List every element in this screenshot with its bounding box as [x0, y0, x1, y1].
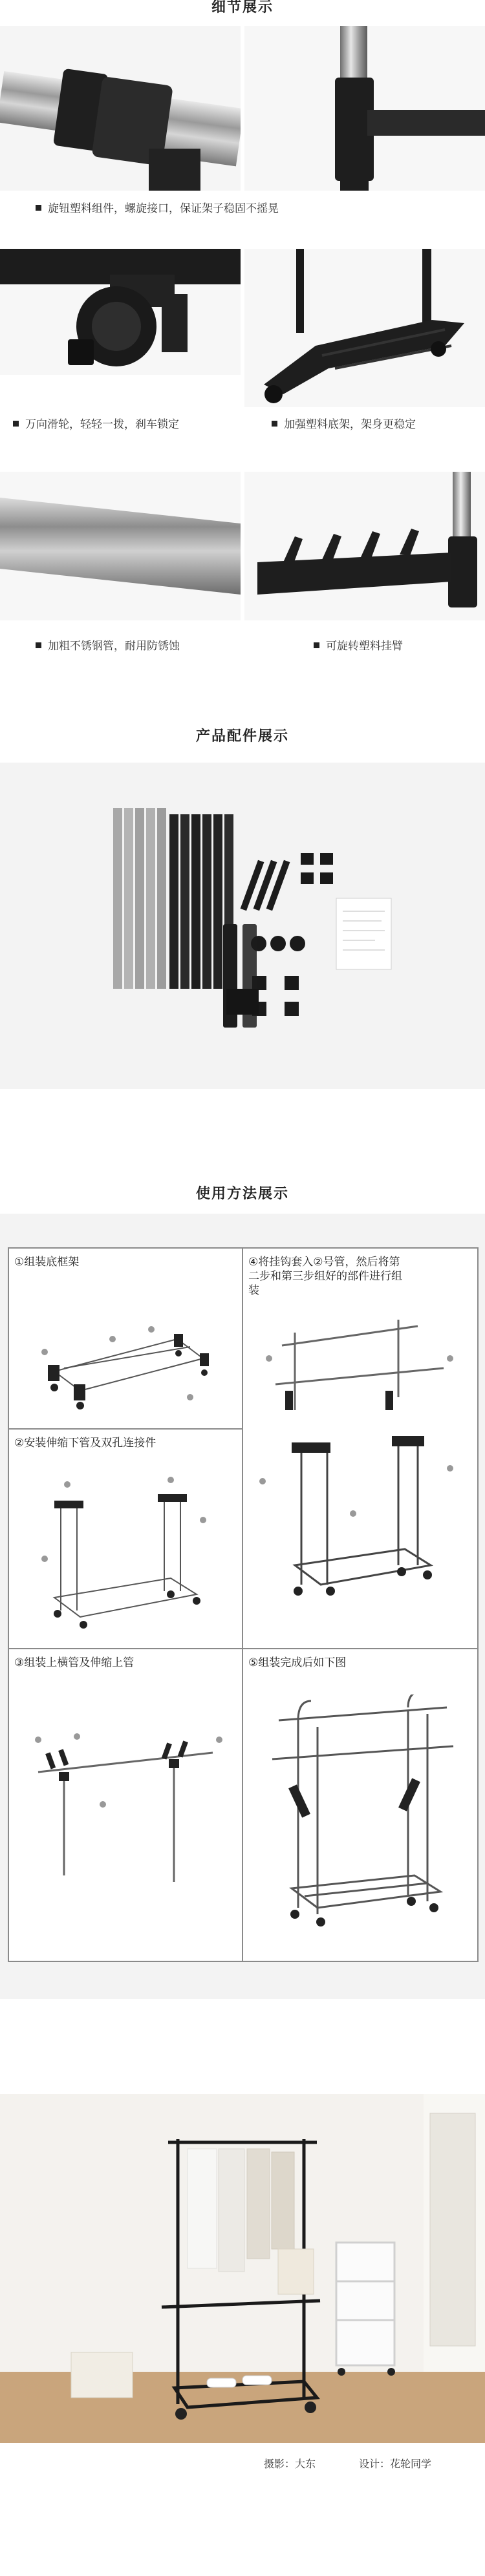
photo-caster-wheel: [0, 249, 241, 375]
step-3-diagram: [25, 1727, 232, 1921]
caption-caster-text: 万向滑轮，轻轻一拨，刹车锁定: [25, 418, 179, 431]
caption-arm-text: 可旋转塑料挂臂: [326, 640, 403, 653]
caption-caster: [13, 415, 179, 431]
caption-base: [272, 415, 416, 431]
photo-steel-tube: [0, 472, 241, 620]
photo-knob-joint: [0, 26, 241, 191]
parts-photo: [0, 763, 485, 1089]
step-cell-2: [8, 1429, 242, 1649]
caption-knob-text: 旋钮塑料组件，螺旋接口，保证架子稳固不摇晃: [48, 202, 279, 215]
step-4-diagram: [256, 1320, 463, 1610]
lifestyle-photo: [0, 2094, 485, 2443]
designer-credit: 设计：花轮同学: [359, 2458, 432, 2470]
caption-arm: [314, 637, 403, 653]
bullet-square-icon: [36, 642, 41, 648]
photo-base-frame: [244, 249, 485, 407]
bullet-square-icon: [272, 421, 277, 427]
bullet-square-icon: [13, 421, 19, 427]
step-cell-3: [8, 1649, 242, 1961]
step-cell-1: [8, 1248, 242, 1429]
caption-base-text: 加强塑料底架，架身更稳定: [284, 418, 416, 431]
caption-knob: [36, 199, 279, 215]
assembly-steps-grid: [8, 1247, 479, 1962]
step-1-diagram: [35, 1300, 222, 1417]
photo-hanger-arm: [244, 472, 485, 620]
detail-section-title: 细节展示: [211, 0, 274, 16]
photo-pole-joint: [244, 26, 485, 191]
parts-photo-panel: [0, 763, 485, 1089]
step-2-diagram: [41, 1475, 216, 1636]
caption-steel: [36, 637, 180, 653]
photographer-credit: 摄影：大东: [264, 2458, 316, 2470]
bullet-square-icon: [36, 205, 41, 211]
parts-section-title: 产品配件展示: [195, 728, 289, 744]
step-2-label: ②安装伸缩下管及双孔连接件: [14, 1437, 156, 1450]
caption-steel-text: 加粗不锈钢管，耐用防锈蚀: [48, 640, 180, 653]
step-cell-4: [242, 1248, 478, 1649]
bullet-square-icon: [314, 642, 319, 648]
usage-section-title: 使用方法展示: [195, 1186, 289, 1202]
step-3-label: ③组装上横管及伸缩上管: [14, 1656, 135, 1669]
step-4-label: ④将挂钩套入②号管，然后将第二步和第三步组好的部件进行组装: [248, 1256, 402, 1297]
step-5-diagram: [259, 1694, 466, 1947]
step-cell-5: [242, 1649, 478, 1961]
step-5-label: ⑤组装完成后如下图: [248, 1656, 347, 1669]
step-1-label: ①组装底框架: [14, 1256, 80, 1269]
